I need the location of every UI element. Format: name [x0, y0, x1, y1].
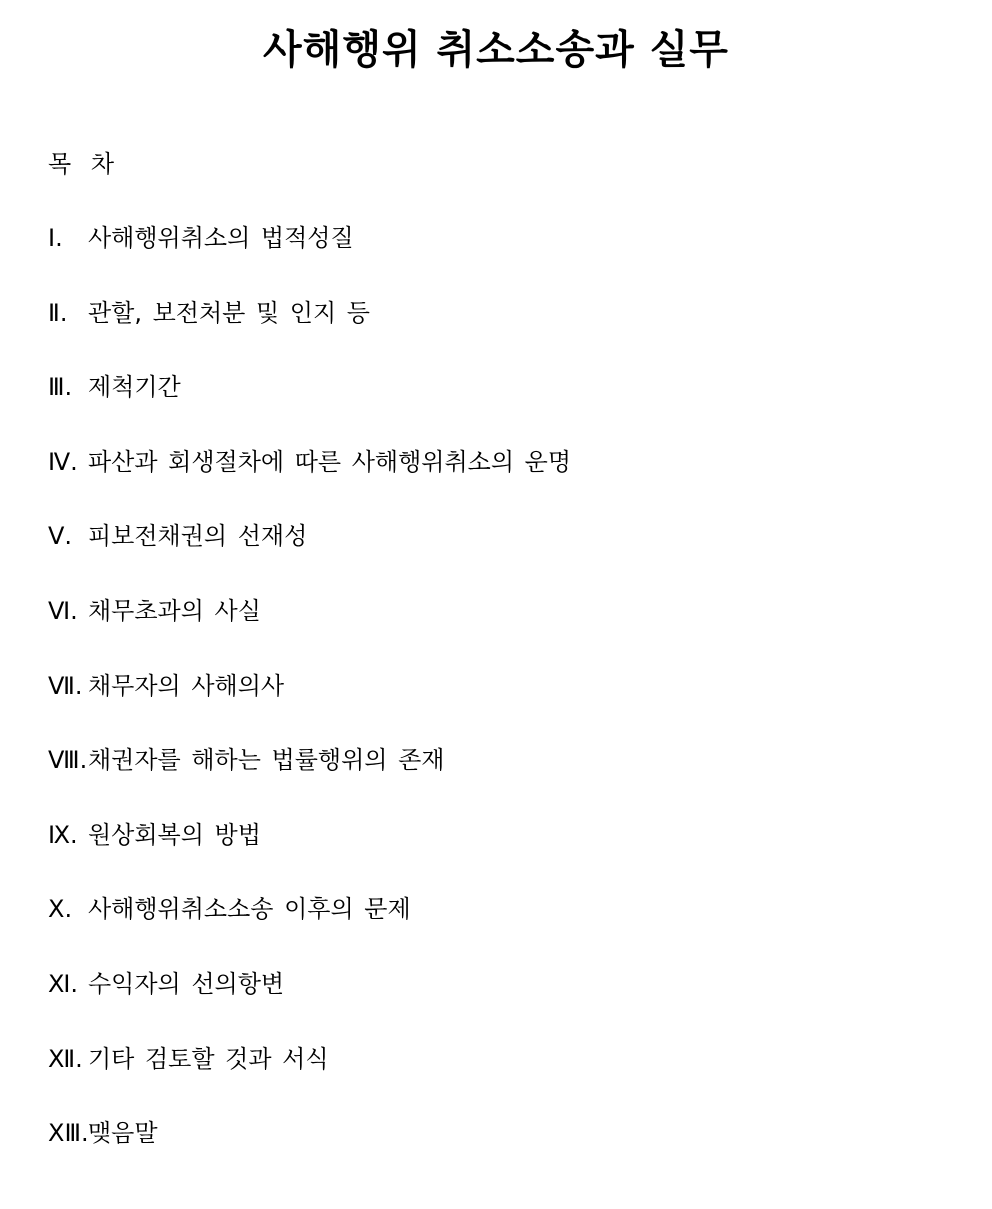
- toc-item-number: ⅩⅢ.: [48, 1119, 89, 1148]
- toc-item-number: Ⅰ.: [48, 224, 63, 252]
- toc-item: [48, 446, 571, 521]
- toc-item-text: 사해행위취소소송 이후의 문제: [88, 895, 411, 924]
- toc-item: [48, 819, 571, 894]
- toc-item: [48, 371, 571, 446]
- toc-item-text: 채무자의 사해의사: [88, 671, 285, 700]
- toc-item: [48, 968, 571, 1043]
- toc-item: [48, 1043, 571, 1118]
- toc-item-text: 사해행위취소의 법적성질: [88, 224, 354, 252]
- toc-item-number: Ⅳ.: [48, 447, 78, 476]
- toc-item: [48, 222, 571, 297]
- toc-item-number: Ⅵ.: [48, 596, 78, 625]
- toc-item: [48, 520, 571, 595]
- toc-item-text: 제척기간: [88, 373, 181, 402]
- document-title: 사해행위 취소소송과 실무: [263, 27, 729, 73]
- toc-item-number: Ⅻ.: [48, 1044, 83, 1073]
- toc-item: [48, 297, 571, 372]
- toc-item-text: 채무초과의 사실: [88, 596, 261, 625]
- toc-item-text: 기타 검토할 것과 서식: [88, 1044, 329, 1073]
- toc-item-text: 관할, 보전처분 및 인지 등: [88, 298, 370, 327]
- toc-item: [48, 893, 571, 968]
- toc-item-text: 원상회복의 방법: [88, 820, 261, 849]
- toc-item: [48, 595, 571, 670]
- toc-item-number: Ⅴ.: [48, 522, 73, 551]
- toc-item-text: 수익자의 선의항변: [88, 969, 285, 998]
- toc-item-text: 피보전채권의 선재성: [88, 522, 308, 551]
- toc-item-text: 맺음말: [88, 1119, 158, 1148]
- toc-item-number: Ⅺ.: [48, 969, 79, 998]
- toc-item-number: Ⅹ.: [48, 895, 73, 924]
- toc-item: [48, 744, 571, 819]
- toc-item-number: Ⅶ.: [48, 671, 83, 700]
- toc-item-number: Ⅸ.: [48, 820, 78, 849]
- toc-item-text: 채권자를 해하는 법률행위의 존재: [88, 746, 445, 775]
- toc-heading: 목 차: [48, 150, 120, 178]
- toc-item-text: 파산과 회생절차에 따른 사해행위취소의 운명: [88, 447, 572, 476]
- toc-item-number: Ⅷ.: [48, 746, 88, 775]
- toc-item: [48, 1117, 571, 1192]
- toc-item-number: Ⅱ.: [48, 298, 68, 327]
- toc-list: [48, 222, 571, 1192]
- toc-item: [48, 670, 571, 745]
- toc-item-number: Ⅲ.: [48, 373, 73, 402]
